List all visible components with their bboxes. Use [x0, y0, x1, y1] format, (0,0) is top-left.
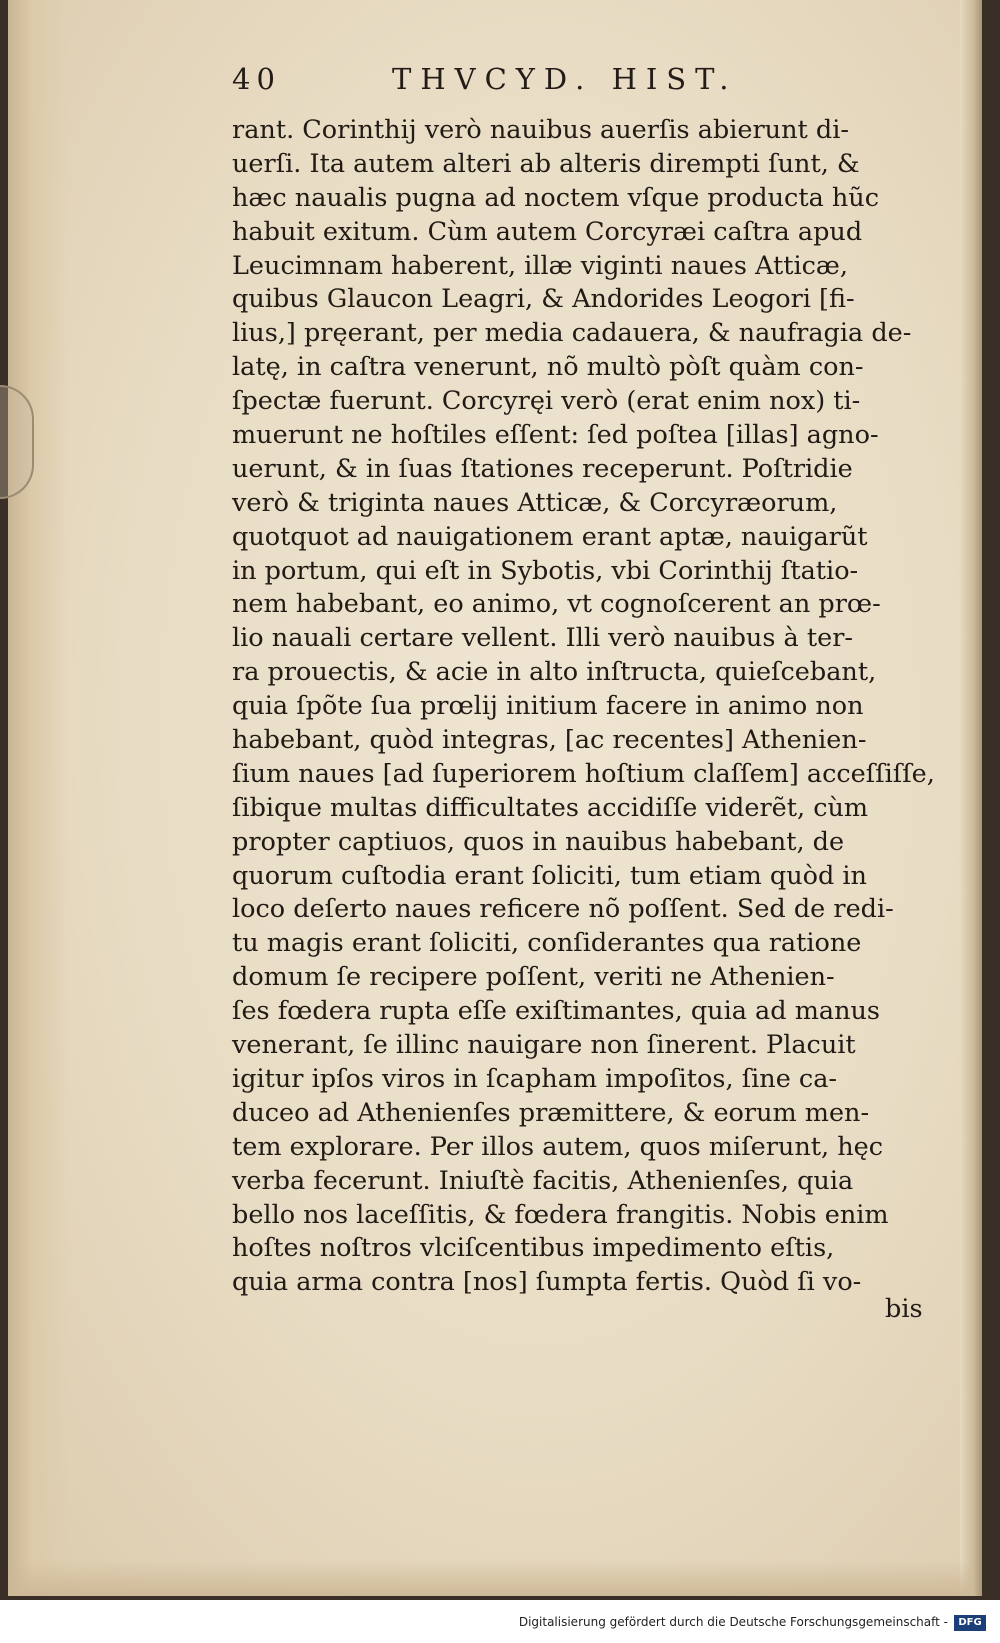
text-line: duceo ad Athenienſes præmittere, & eorum men- — [232, 1097, 870, 1128]
text-line: ſes fœdera rupta eſſe exiſtimantes, quia ad manus — [232, 996, 881, 1027]
running-title: THVCYD. HIST. — [392, 62, 738, 96]
page-edge-right — [960, 0, 982, 1596]
text-line: hoſtes noſtros vlciſcentibus impedimento eſtis, — [232, 1233, 835, 1264]
footer-bar — [0, 1607, 1000, 1643]
dfg-logo: DFG — [954, 1615, 986, 1631]
text-line: verba fecerunt. Iniuſtè facitis, Athenienſes, quia — [232, 1165, 854, 1196]
text-line: rant. Corinthij verò nauibus auerſis abierunt di- — [232, 115, 849, 145]
text-line: habuit exitum. Cùm autem Corcyræi caſtra apud — [232, 216, 863, 247]
text-line: ſpectæ fuerunt. Corcyręi verò (erat enim nox) ti- — [232, 386, 861, 417]
clasp-mark — [0, 385, 34, 499]
text-line: ſium naues [ad ſuperiorem hoſtium claſſem] acceſſiſſe, — [232, 758, 935, 789]
text-line: latę, in caſtra venerunt, nõ multò pòſt quàm con- — [232, 352, 864, 383]
text-line: bello nos laceſſitis, & fœdera frangitis. Nobis enim — [232, 1199, 889, 1230]
text-line: lio nauali certare vellent. Illi verò nauibus à ter- — [232, 623, 854, 654]
text-line: quorum cuſtodia erant ſoliciti, tum etiam quòd in — [232, 860, 867, 891]
catchword: bis — [885, 1294, 923, 1324]
text-line: quia ſpõte ſua prœlij initium facere in animo non — [232, 691, 864, 722]
footer-credit: Digitalisierung gefördert durch die Deutsche Forschungsgemeinschaft - — [518, 1615, 948, 1629]
text-line: uerſi. Ita autem alteri ab alteris dirempti ſunt, & — [232, 148, 860, 179]
text-line: quibus Glaucon Leagri, & Andorides Leogori [fi- — [232, 284, 855, 315]
text-line: propter captiuos, quos in nauibus habebant, de — [232, 826, 845, 857]
text-line: venerant, ſe illinc nauigare non ſinerent. Placuit — [232, 1030, 856, 1061]
text-line: nem habebant, eo animo, vt cognoſcerent an prœ- — [232, 589, 881, 620]
page-edge-bottom — [8, 1560, 974, 1596]
text-line: igitur ipſos viros in ſcapham impoſitos, ſine ca- — [232, 1063, 838, 1094]
text-line: Leucimnam haberent, illæ viginti naues Atticæ, — [232, 250, 848, 281]
text-line: quotquot ad nauigationem erant aptæ, nauigarũt — [232, 521, 868, 552]
text-line: in portum, qui eſt in Sybotis, vbi Corinthij ſtatio- — [232, 555, 859, 586]
text-line: ſibique multas difficultates accidiſſe viderẽt, cùm — [232, 792, 869, 823]
page-header — [232, 62, 792, 102]
text-line: loco deſerto naues reficere nõ poſſent. Sed de redi- — [232, 894, 894, 925]
text-line: habebant, quòd integras, [ac recentes] Athenien- — [232, 725, 867, 756]
text-line: lius,] pręerant, per media cadauera, & naufragia de- — [232, 318, 912, 349]
text-line: quia arma contra [nos] ſumpta fertis. Quòd ſi vo- — [232, 1267, 862, 1298]
text-line: tem explorare. Per illos autem, quos miſerunt, hęc — [232, 1131, 884, 1162]
page-number: 40 — [232, 62, 281, 96]
page-gutter-shadow — [8, 0, 68, 1596]
text-line: domum ſe recipere poſſent, veriti ne Athenien- — [232, 962, 835, 993]
text-line: hæc naualis pugna ad noctem vſque producta hũc — [232, 182, 880, 213]
body-text — [232, 114, 935, 1300]
text-line: muerunt ne hoſtiles eſſent: ſed poſtea [illas] agno- — [232, 420, 879, 451]
text-line: uerunt, & in ſuas ſtationes receperunt. Poſtridie — [232, 453, 853, 484]
text-line: verò & triginta naues Atticæ, & Corcyræorum, — [232, 487, 838, 518]
text-line: tu magis erant ſoliciti, conſiderantes qua ratione — [232, 928, 862, 959]
text-line: ra prouectis, & acie in alto inſtructa, quieſcebant, — [232, 657, 877, 688]
